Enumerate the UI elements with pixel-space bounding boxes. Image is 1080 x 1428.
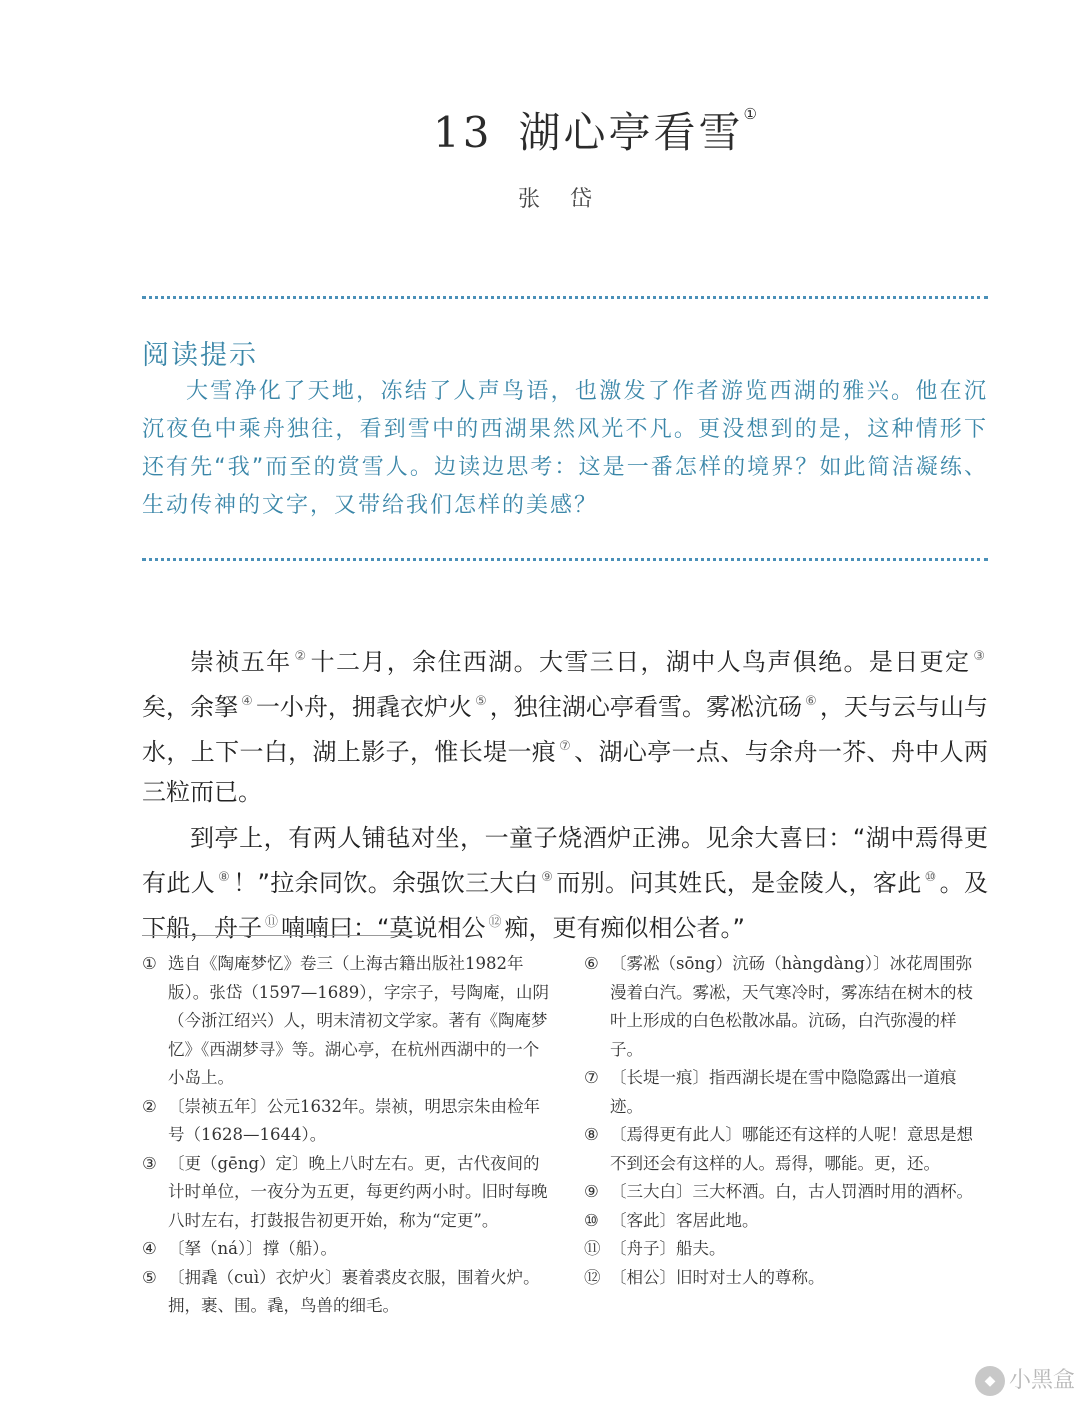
lesson-title-text: 湖心亭看雪 — [518, 108, 744, 157]
footnote-text: 〔拥毳（cuì）衣炉火〕裹着裘皮衣服，围着火炉。拥，裹、围。毳，鸟兽的细毛。 — [168, 1267, 540, 1315]
footnote-marker[interactable]: ⑦ — [559, 739, 572, 754]
paragraph-2: 到亭上，有两人铺毡对坐，一童子烧酒炉正沸。见余大喜曰：“湖中焉得更有此人 ⑧ ！”拉余同饮。余强饮三大白 ⑨ 而别。问其姓氏，是金陵人，客此 ⑩ 。及下船，舟子 ⑪ 喃喃曰：“莫说相公 ⑫ 痴，更有痴似相公者。” — [142, 824, 989, 942]
footnote-number: ③ — [142, 1153, 157, 1173]
footnote-item — [584, 1121, 988, 1178]
footnote-number: ④ — [142, 1239, 157, 1258]
footnote-marker[interactable]: ⑪ — [265, 915, 279, 930]
footnotes-left — [142, 950, 552, 1321]
footnote-number: ① — [142, 954, 157, 973]
reading-hint-body — [142, 373, 988, 525]
footnote-item — [142, 1093, 552, 1150]
footnote-text: 〔三大白〕三大杯酒。白，古人罚酒时用的酒杯。 — [610, 1182, 973, 1201]
footnote-item — [142, 1150, 552, 1236]
footnote-number: ⑪ — [584, 1239, 601, 1258]
divider-bottom — [142, 558, 988, 561]
footnote-item — [142, 950, 552, 1093]
footnote-number: ⑩ — [584, 1210, 599, 1230]
divider-top — [142, 296, 988, 299]
title-footnote-marker[interactable]: ① — [743, 105, 757, 123]
footnote-marker[interactable]: ⑨ — [541, 870, 554, 885]
paragraph-1: 崇祯五年 ② 十二月，余住西湖。大雪三日，湖中人鸟声俱绝。是日更定 ③矣，余拏 ④ 一小舟，拥毳衣炉火 ⑤ ，独往湖心亭看雪。雾凇沆砀 ⑥ ，天与云与山与水，上下一白，湖上影子，惟长堤一痕 ⑦ 、湖心亭一点、与余舟一芥、舟中人两三粒而已。 — [142, 648, 989, 806]
footnote-marker[interactable]: ⑩ — [924, 870, 937, 885]
watermark-text: 小黑盒 — [1009, 1368, 1076, 1393]
footnote-text: 〔崇祯五年〕公元1632年。崇祯，明思宗朱由检年号（1628—1644）。 — [168, 1096, 540, 1144]
footnote-number: ⑨ — [584, 1182, 599, 1201]
reading-hint-heading: 阅读提示 — [142, 340, 258, 371]
footnote-number: ⑧ — [584, 1125, 599, 1144]
footnote-item — [142, 1235, 552, 1264]
footnote-item — [584, 1235, 988, 1264]
footnote-number: ⑤ — [142, 1267, 157, 1287]
footnote-item — [584, 1207, 988, 1236]
footnote-text: 选自《陶庵梦忆》卷三（上海古籍出版社1982年版）。张岱（1597—1689），字宗子，号陶庵，山阴（今浙江绍兴）人，明末清初文学家。著有《陶庵梦忆》《西湖梦寻》等。湖心亭，在杭州西湖中的一个小岛上。 — [168, 954, 549, 1087]
footnote-marker[interactable]: ③ — [973, 649, 986, 664]
footnote-text: 〔更（gēng）定〕晚上八时左右。更，古代夜间的计时单位，一夜分为五更，每更约两小时。旧时每晚八时左右，打鼓报告初更开始，称为“定更”。 — [168, 1153, 548, 1230]
footnote-marker[interactable]: ⑫ — [488, 915, 502, 930]
author: 张岱 — [517, 187, 622, 212]
footnotes-right — [584, 950, 988, 1292]
footnote-item — [584, 950, 988, 1064]
main-text — [142, 637, 988, 954]
watermark-logo-icon: ◆ — [975, 1366, 1005, 1396]
footnote-number: ② — [142, 1096, 157, 1116]
footnote-number: ⑦ — [584, 1068, 599, 1087]
footnote-text: 〔客此〕客居此地。 — [610, 1210, 759, 1230]
footnote-item — [584, 1178, 988, 1207]
lesson-number: 13 — [433, 108, 493, 157]
footnote-item — [584, 1064, 988, 1121]
footnote-text: 〔雾凇（sōng）沆砀（hàngdàng）〕冰花周围弥漫着白汽。雾凇，天气寒冷时，雾冻结在树木的枝叶上形成的白色松散冰晶。沆砀，白汽弥漫的样子。 — [610, 954, 973, 1059]
watermark — [975, 1363, 1075, 1396]
footnote-text: 〔舟子〕船夫。 — [610, 1239, 726, 1258]
footnote-item — [584, 1264, 988, 1293]
reading-hint-text: 大雪净化了天地，冻结了人声鸟语，也激发了作者游览西湖的雅兴。他在沉沉夜色中乘舟独往，看到雪中的西湖果然风光不凡。更没想到的是，这种情形下还有先“我”而至的赏雪人。边读边思考：这是一番怎样的境界？如此简洁凝练、生动传神的文字，又带给我们怎样的美感？ — [142, 379, 988, 518]
footnote-marker[interactable]: ⑤ — [475, 694, 487, 709]
footnote-rule — [142, 935, 424, 936]
footnote-text: 〔相公〕旧时对士人的尊称。 — [610, 1267, 825, 1287]
footnote-number: ⑥ — [584, 954, 599, 973]
footnote-number: ⑫ — [584, 1267, 601, 1287]
footnote-marker[interactable]: ⑧ — [218, 870, 231, 885]
footnote-item — [142, 1264, 552, 1321]
footnote-text: 〔拏（ná）〕撑（船）。 — [168, 1239, 337, 1258]
footnote-marker[interactable]: ⑥ — [805, 694, 817, 709]
footnote-text: 〔长堤一痕〕指西湖长堤在雪中隐隐露出一道痕迹。 — [610, 1068, 957, 1116]
footnote-marker[interactable]: ④ — [241, 694, 253, 709]
lesson-title — [0, 100, 1080, 160]
footnote-marker[interactable]: ② — [294, 649, 308, 664]
footnote-text: 〔焉得更有此人〕哪能还有这样的人呢！意思是想不到还会有这样的人。焉得，哪能。更，还。 — [610, 1125, 973, 1173]
